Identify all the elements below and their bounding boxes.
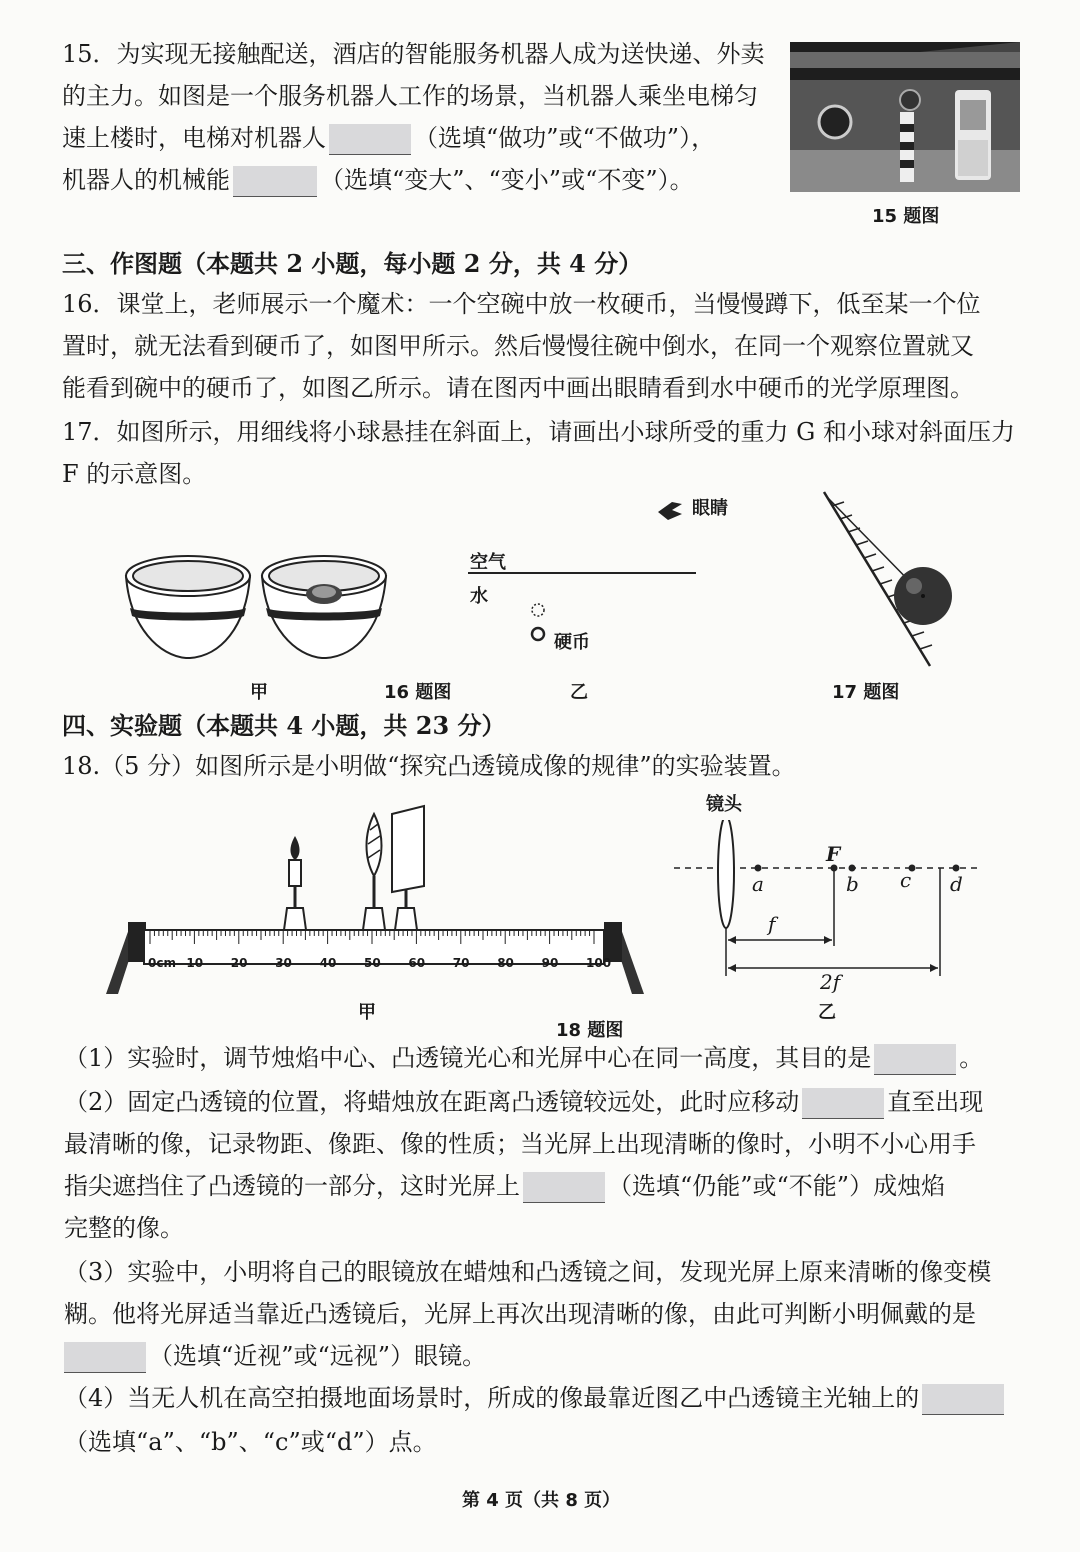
- eye-icon: [658, 502, 682, 520]
- ruler-tick-label: 0cm: [148, 956, 176, 970]
- q17-line1: 17．如图所示，用细线将小球悬挂在斜面上，请画出小球所受的重力 G 和小球对斜面压力: [62, 418, 1015, 446]
- q18-p2-text: （2）固定凸透镜的位置，将蜡烛放在距离凸透镜较远处，此时应移动: [64, 1088, 800, 1116]
- fig18-caption: 18 题图: [556, 1020, 624, 1041]
- q18-intro: 18.（5 分）如图所示是小明做“探究凸透镜成像的规律”的实验装置。: [62, 752, 796, 780]
- q15-line4: [62, 164, 694, 197]
- q18-p4-line1: [64, 1382, 1007, 1415]
- q18-p1: [64, 1042, 983, 1075]
- q18-p3-line2: 糊。他将光屏适当靠近凸透镜后，光屏上再次出现清晰的像，由此可判断小明佩戴的是: [64, 1300, 976, 1328]
- fig16-jia-label: 甲: [250, 682, 268, 703]
- q18-p3-line3-text: （选填“近视”或“远视”）眼镜。: [149, 1342, 487, 1370]
- q18-p2-suffix: 直至出现: [887, 1088, 984, 1116]
- q16-line3: 能看到碗中的硬币了，如图乙所示。请在图丙中画出眼睛看到水中硬币的光学原理图。: [62, 374, 974, 402]
- q17-line2: F 的示意图。: [62, 460, 207, 488]
- answer-blank-q18-3[interactable]: [523, 1172, 605, 1203]
- fig16-bowls: [120, 548, 395, 663]
- q15-line4-suffix: （选填“变大”、“变小”或“不变”）。: [320, 166, 694, 194]
- ruler-tick-label: 40: [319, 956, 337, 970]
- fig18-optical-bench: [100, 800, 650, 1000]
- fig16-yi-label: 乙: [570, 682, 588, 703]
- q15-line1: 15．为实现无接触配送，酒店的智能服务机器人成为送快递、外卖: [62, 40, 765, 68]
- focal-point-label: F: [826, 842, 841, 866]
- ruler-tick-label: 80: [497, 956, 514, 970]
- q15-line4-text: 机器人的机械能: [62, 166, 230, 194]
- ruler-tick-label: 50: [364, 956, 381, 970]
- answer-blank-q18-2[interactable]: [802, 1088, 884, 1119]
- page-footer: 第 4 页（共 8 页）: [462, 1490, 621, 1511]
- point-b-label: b: [846, 872, 859, 896]
- point-d-label: d: [950, 872, 963, 896]
- ruler-tick-label: 90: [541, 956, 559, 970]
- q18-p2-line4: 完整的像。: [64, 1214, 184, 1242]
- water-label: 水: [470, 586, 488, 607]
- section4-title: 四、实验题（本题共 4 小题，共 23 分）: [62, 711, 506, 740]
- answer-blank-q18-5[interactable]: [922, 1384, 1004, 1415]
- fig15-caption: 15 题图: [872, 206, 940, 227]
- robot-elevator-photo: [790, 42, 1020, 192]
- ruler-tick-label: 10: [186, 956, 204, 970]
- lens-label: 镜头: [706, 794, 742, 815]
- ruler-tick-label: 70: [452, 956, 470, 970]
- answer-blank-q18-1[interactable]: [874, 1044, 956, 1075]
- fig17-caption: 17 题图: [832, 682, 900, 703]
- 2f-label: 2f: [820, 970, 841, 994]
- air-label: 空气: [470, 552, 506, 573]
- q18-p3-line3: [64, 1340, 486, 1373]
- f-label: f: [768, 912, 776, 936]
- ruler-tick-label: 30: [275, 956, 292, 970]
- q18-p2-line2: 最清晰的像，记录物距、像距、像的性质；当光屏上出现清晰的像时，小明不小心用手: [64, 1130, 976, 1158]
- q15-line3-text: 速上楼时，电梯对机器人: [62, 124, 326, 152]
- ruler-tick-label: 20: [230, 956, 248, 970]
- answer-blank-q15-2[interactable]: [233, 166, 317, 197]
- q18-p4-line2: （选填“a”、“b”、“c”或“d”）点。: [64, 1428, 437, 1456]
- answer-blank-q18-4[interactable]: [64, 1342, 146, 1373]
- answer-blank-q15-1[interactable]: [329, 124, 411, 155]
- q18-p1-suffix: 。: [959, 1044, 984, 1072]
- fig17-incline-ball: [810, 488, 960, 670]
- ruler-tick-label: 100: [586, 956, 612, 970]
- q18-p2-line3-suffix: （选填“仍能”或“不能”）成烛焰: [608, 1172, 946, 1200]
- q16-line2: 置时，就无法看到硬币了，如图甲所示。然后慢慢往碗中倒水，在同一个观察位置就又: [62, 332, 974, 360]
- ruler-tick-label: 60: [408, 956, 426, 970]
- q15-line3-suffix: （选填“做功”或“不做功”），: [414, 124, 716, 152]
- q16-line1: 16．课堂上，老师展示一个魔术：一个空碗中放一枚硬币，当慢慢蹲下，低至某一个位: [62, 290, 981, 318]
- q18-p4-text: （4）当无人机在高空拍摄地面场景时，所成的像最靠近图乙中凸透镜主光轴上的: [64, 1384, 920, 1412]
- point-c-label: c: [900, 868, 912, 892]
- fig16-caption: 16 题图: [384, 682, 452, 703]
- q18-p2-line3: [64, 1170, 945, 1203]
- point-a-label: a: [752, 872, 764, 896]
- fig18-yi-label: 乙: [818, 1002, 836, 1023]
- q18-p2-line3-text: 指尖遮挡住了凸透镜的一部分，这时光屏上: [64, 1172, 520, 1200]
- q18-p1-text: （1）实验时，调节烛焰中心、凸透镜光心和光屏中心在同一高度，其目的是: [64, 1044, 872, 1072]
- coin-label: 硬币: [554, 632, 590, 653]
- q15-line3: [62, 122, 715, 155]
- fig18-jia-label: 甲: [358, 1002, 376, 1023]
- q18-p2-line1: [64, 1086, 983, 1119]
- q15-line2: 的主力。如图是一个服务机器人工作的场景，当机器人乘坐电梯匀: [62, 82, 758, 110]
- q18-p3-line1: （3）实验中，小明将自己的眼镜放在蜡烛和凸透镜之间，发现光屏上原来清晰的像变模: [64, 1258, 992, 1286]
- section3-title: 三、作图题（本题共 2 小题，每小题 2 分，共 4 分）: [62, 249, 643, 278]
- eye-label: 眼睛: [692, 498, 728, 519]
